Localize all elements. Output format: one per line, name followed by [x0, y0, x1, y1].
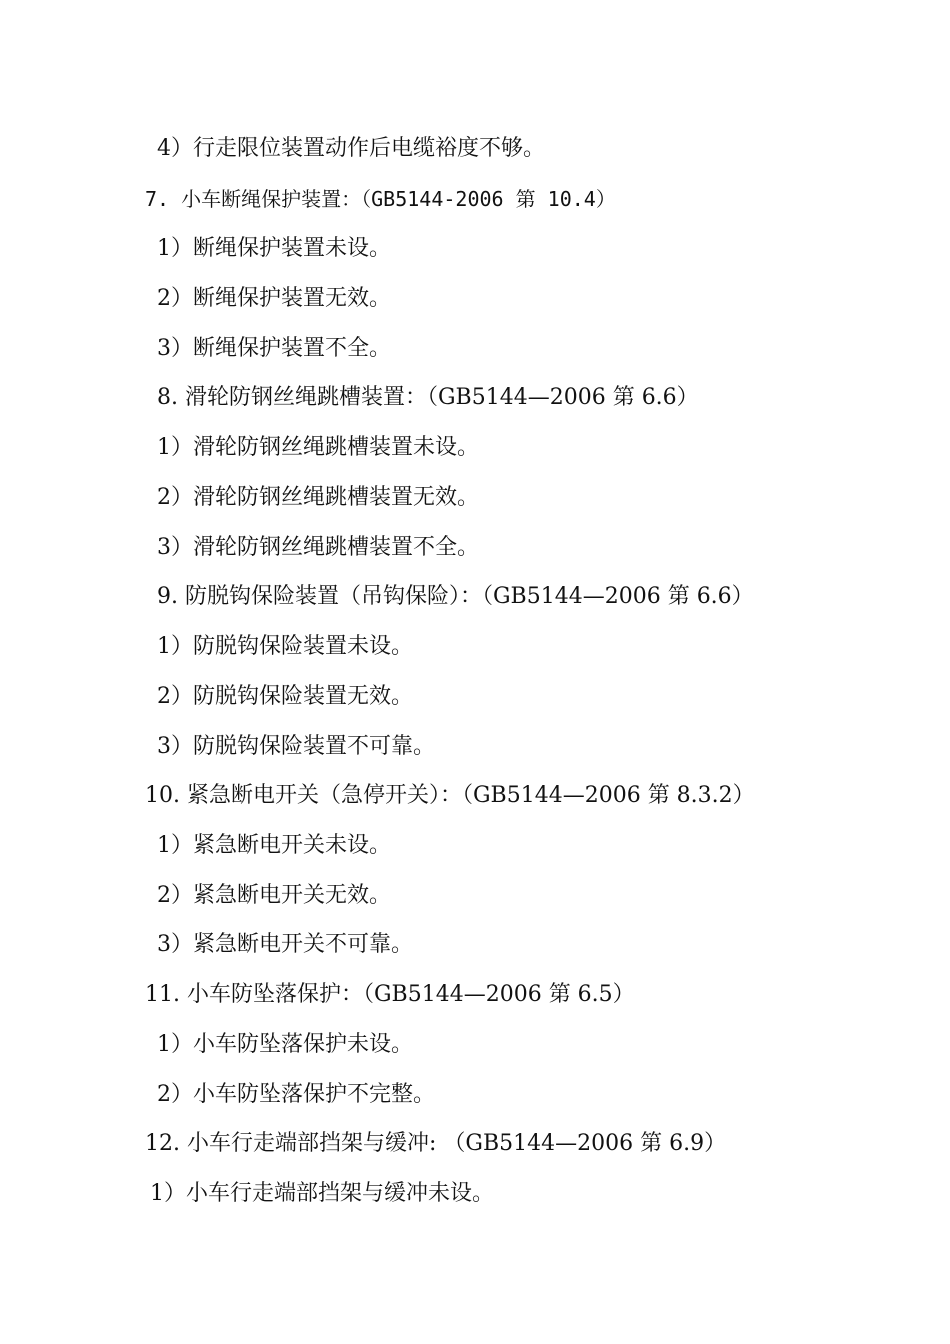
list-item: 4）行走限位装置动作后电缆裕度不够。 [157, 136, 545, 161]
section-heading-11: 11. 小车防坠落保护：（GB5144—2006 第 6.5） [145, 982, 635, 1007]
list-item: 3）紧急断电开关不可靠。 [157, 932, 413, 957]
list-item: 1）断绳保护装置未设。 [157, 236, 391, 261]
section-heading-8: 8. 滑轮防钢丝绳跳槽装置：（GB5144—2006 第 6.6） [157, 385, 699, 410]
section-heading-10: 10. 紧急断电开关（急停开关）：（GB5144—2006 第 8.3.2） [145, 783, 755, 808]
list-item: 1）紧急断电开关未设。 [157, 833, 391, 858]
list-item: 1）小车行走端部挡架与缓冲未设。 [150, 1181, 494, 1206]
list-item: 2）断绳保护装置无效。 [157, 286, 391, 311]
list-item: 3）防脱钩保险装置不可靠。 [157, 734, 435, 759]
section-heading-7: 7. 小车断绳保护装置：（GB5144-2006 第 10.4） [145, 187, 616, 211]
section-heading-12: 12. 小车行走端部挡架与缓冲: （GB5144—2006 第 6.9） [145, 1131, 727, 1156]
list-item: 2）滑轮防钢丝绳跳槽装置无效。 [157, 485, 479, 510]
list-item: 1）滑轮防钢丝绳跳槽装置未设。 [157, 435, 479, 460]
list-item: 1）小车防坠落保护未设。 [157, 1032, 413, 1057]
list-item: 2）防脱钩保险装置无效。 [157, 684, 413, 709]
list-item: 3）断绳保护装置不全。 [157, 336, 391, 361]
list-item: 3）滑轮防钢丝绳跳槽装置不全。 [157, 535, 479, 560]
list-item: 1）防脱钩保险装置未设。 [157, 634, 413, 659]
list-item: 2）小车防坠落保护不完整。 [157, 1082, 435, 1107]
list-item: 2）紧急断电开关无效。 [157, 883, 391, 908]
section-heading-9: 9. 防脱钩保险装置（吊钩保险）：（GB5144—2006 第 6.6） [157, 584, 754, 609]
